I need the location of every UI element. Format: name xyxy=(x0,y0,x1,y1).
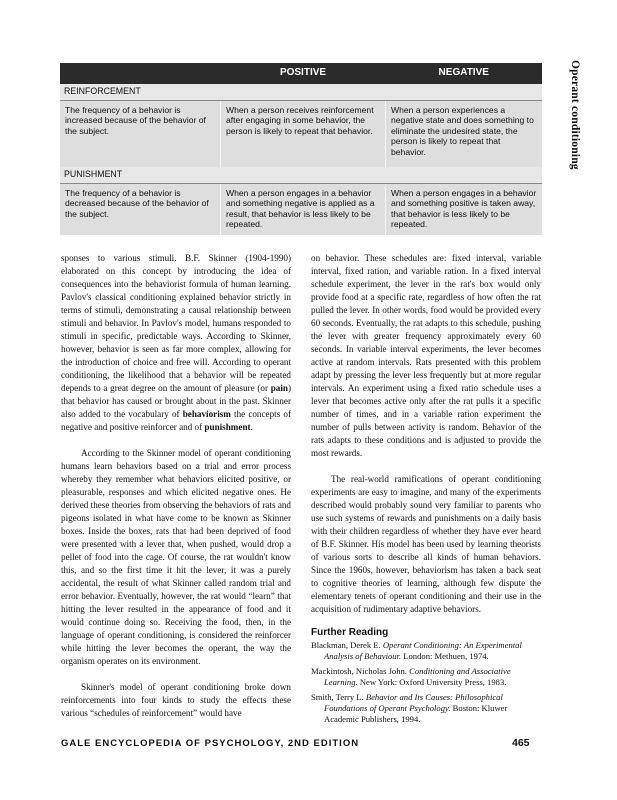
header-negative: NEGATIVE xyxy=(386,63,543,84)
table-row xyxy=(60,184,542,236)
reinforcement-punishment-table xyxy=(60,63,542,235)
right-text-column xyxy=(311,252,541,729)
term-behaviorism: behaviorism xyxy=(182,409,231,419)
section-label-reinforcement: REINFORCEMENT xyxy=(60,84,542,101)
paragraph: According to the Skinner model of operant conditioning humans learn behaviors based on a trial and error process whereby they remember what behaviors elicited positive, or pleasurable, responses and which elicited negative ones. He derived these theories from observing the behaviors of rats and pigeons isolated in what have come to be known as Skinner boxes. Inside the boxes, rats that had been deprived of food were presented with a lever that, when pushed, would drop a pellet of food into the cage. Of course, the rat wouldn't know this, and so the first time it hit the lever, it was a purely accidental, the result of what Skinner called random trial and error behavior. Eventually, however, the rat would “learn” that hitting the lever resulted in the appearance of food and it would continue doing so. Receiving the food, then, in the language of operant conditioning, is considered the reinforcer while hitting the lever becomes the operant, the way the organism operates on its environment. xyxy=(61,448,291,666)
paragraph: Skinner's model of operant conditioning broke down reinforcements into four kinds to study the effects these various “schedules of reinforcement” would have xyxy=(61,682,291,718)
section-label-punishment: PUNISHMENT xyxy=(60,167,542,184)
paragraph: The real-world ramifications of operant conditioning experiments are easy to imagine, and many of the experiments described would probably sound very familiar to parents who use such systems of rewards and punishments on a daily basis with their children regardless of whether they have ever heard of B.F. Skinner. His model has been used by learning theorists of various sorts to describe all kinds of human behaviors. Since the 1960s, however, behaviorism has taken a back seat to cognitive theories of learning, although few dispute the elementary tenets of operant conditioning and their use in the acquisition of rudimentary adaptive behaviors. xyxy=(311,474,541,614)
left-text-column xyxy=(61,252,291,720)
text-run: . xyxy=(250,422,253,432)
reference-publisher: New York: Oxford University Press, 1983. xyxy=(357,677,507,687)
table-header-row xyxy=(60,63,542,84)
text-run: the concepts of negative and positive reinforcer and of xyxy=(61,409,291,432)
reference-title: Operant Conditioning: An Experimental Analysis of Behaviour. xyxy=(324,640,522,661)
reference-item xyxy=(311,692,541,725)
reference-item xyxy=(311,666,541,688)
header-positive: POSITIVE xyxy=(221,63,386,84)
running-head-title xyxy=(565,60,585,260)
term-punishment: punishment xyxy=(204,422,251,432)
cell-negative: When a person experiences a negative state and does something to eliminate the undesired state, the person is likely to repeat that behavior. xyxy=(386,101,543,168)
table-section-row xyxy=(60,167,542,184)
term-pain: pain xyxy=(270,383,288,393)
further-reading-heading: Further Reading xyxy=(311,627,389,638)
cell-positive: When a person engages in a behavior and something negative is applied as a result, that behavior is less likely to be repeated. xyxy=(221,184,386,236)
paragraph: on behavior. These schedules are: fixed interval, variable interval, fixed ration, and variable ration. In a fixed interval schedule experiment, the lever in the rat's box would only provide food at a specific rate, regardless of how often the rat pulled the lever. In other words, food would be provided every 60 seconds. Eventually, the rat adapts to this schedule, pushing the lever with greater frequency approximately every 60 seconds. In variable interval experiments, the lever becomes active at random intervals. Rats presented with this problem adapt by pressing the lever less frequently but at more regular intervals. An experiment using a fixed ratio schedule uses a lever that becomes active only after the rat pulls it a specific number of times, and in a variable ration experiment the number of pulls between activity is random. Behavior of the rats adapts to these conditions and is adjusted to provide the most rewards. xyxy=(311,253,541,458)
cell-negative: When a person engages in a behavior and something positive is taken away, that behavior is less likely to be repeated. xyxy=(386,184,543,236)
reference-author: Blackman, Derek E. xyxy=(311,640,383,650)
cell-definition: The frequency of a behavior is increased because of the behavior of the subject. xyxy=(60,101,221,168)
cell-definition: The frequency of a behavior is decreased because of the behavior of the subject. xyxy=(60,184,221,236)
page-number: 465 xyxy=(512,737,530,749)
header-blank xyxy=(60,63,221,84)
reference-author: Smith, Terry L. xyxy=(311,692,366,702)
paragraph xyxy=(61,252,291,434)
table-row xyxy=(60,101,542,168)
reference-item xyxy=(311,640,541,662)
text-run: sponses to various stimuli. B.F. Skinner (1904-1990) elaborated on this concept by introducing the idea of consequences into the behaviorist formula of human learning. Pavlov's classical conditioning explained behavior strictly in terms of stimuli, demonstrating a causal relationship between stimuli and behavior. In Pavlov's model, humans responded to stimuli in specific, predictable ways. According to Skinner, however, behavior is seen as far more complex, allowing for the introduction of choice and free will. According to operant conditioning, the likelihood that a behavior will be repeated depends to a great degree on the amount of pleasure (or xyxy=(61,253,291,393)
cell-positive: When a person receives reinforcement after engaging in some behavior, the person is likely to repeat that behavior. xyxy=(221,101,386,168)
text-run: ) that behavior has caused or brought about in the past. Skinner also added to the vocabulary of xyxy=(61,383,291,419)
reference-publisher: Boston: Kluwer Academic Publishers, 1994. xyxy=(324,703,508,724)
footer-publication-title: GALE ENCYCLOPEDIA OF PSYCHOLOGY, 2ND EDITION xyxy=(61,738,360,749)
running-head-text: Operant conditioning xyxy=(569,60,581,170)
reference-title: Conditioning and Associative Learning. xyxy=(324,666,511,687)
table-section-row xyxy=(60,84,542,101)
reference-author: Mackintosh, Nicholas John. xyxy=(311,666,410,676)
reference-publisher: London: Methuen, 1974. xyxy=(401,651,489,661)
reference-title: Behavior and Its Causes: Philosophical Foundations of Operant Psychology. xyxy=(324,692,503,713)
